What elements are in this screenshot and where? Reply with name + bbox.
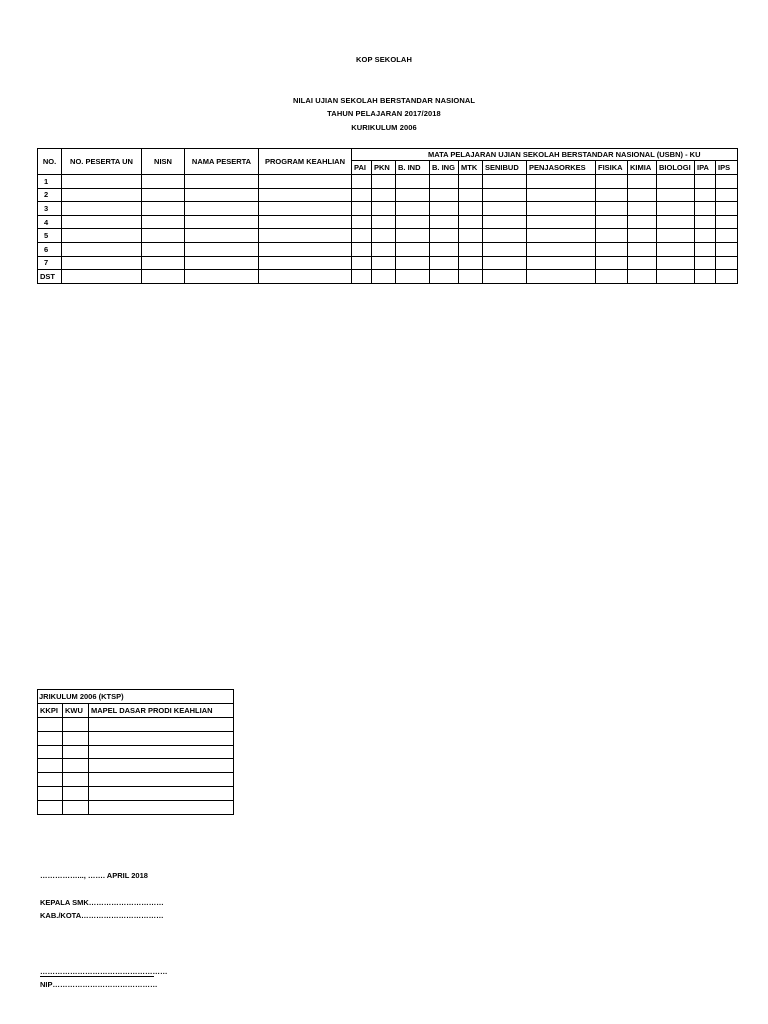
table-cell (628, 188, 657, 202)
table-cell (657, 270, 695, 284)
table-cell (527, 270, 596, 284)
table-cell (596, 270, 628, 284)
table-cell (259, 256, 352, 270)
table-cell (352, 229, 372, 243)
table-cell (527, 256, 596, 270)
table-cell (185, 256, 259, 270)
table-cell (62, 242, 142, 256)
table-cell (527, 215, 596, 229)
table-cell (63, 718, 89, 732)
table-cell (396, 215, 430, 229)
table-cell (716, 256, 738, 270)
subject-header: KIMIA (628, 161, 657, 175)
table-cell (38, 773, 63, 787)
table-row (38, 242, 738, 256)
table-cell (483, 175, 527, 189)
table-cell (259, 270, 352, 284)
table-cell (372, 270, 396, 284)
table-row (38, 786, 234, 800)
table-cell (628, 242, 657, 256)
table-cell (483, 256, 527, 270)
ktsp-title: JRIKULUM 2006 (KTSP) (38, 690, 234, 704)
table-cell (142, 202, 185, 216)
table-row (38, 745, 234, 759)
table-cell (372, 175, 396, 189)
table-cell (63, 773, 89, 787)
table-cell (185, 175, 259, 189)
row-number: 5 (38, 229, 62, 243)
table-cell (657, 202, 695, 216)
header-mapel-dasar: MAPEL DASAR PRODI KEAHLIAN (89, 704, 234, 718)
table-cell (38, 786, 63, 800)
table-cell (62, 188, 142, 202)
table-cell (63, 786, 89, 800)
table-cell (396, 202, 430, 216)
table-cell (483, 242, 527, 256)
table-cell (259, 175, 352, 189)
table-cell (142, 270, 185, 284)
table-cell (185, 242, 259, 256)
subject-header: MTK (459, 161, 483, 175)
table-cell (352, 242, 372, 256)
table-cell (38, 745, 63, 759)
scores-table (37, 148, 738, 284)
table-cell (142, 229, 185, 243)
table-cell (372, 202, 396, 216)
table-cell (716, 270, 738, 284)
subject-header: PENJASORKES (527, 161, 596, 175)
nip: NIP…………………………………… (40, 980, 158, 989)
subject-header: B. IND (396, 161, 430, 175)
table-cell (89, 800, 234, 814)
table-cell (89, 745, 234, 759)
document-curriculum: KURIKULUM 2006 (351, 123, 417, 132)
table-cell (628, 175, 657, 189)
table-cell (628, 202, 657, 216)
table-cell (372, 256, 396, 270)
table-cell (596, 215, 628, 229)
table-cell (352, 202, 372, 216)
table-cell (459, 242, 483, 256)
table-cell (596, 175, 628, 189)
table-cell (352, 175, 372, 189)
header-no: NO. (38, 149, 62, 175)
table-cell (62, 202, 142, 216)
table-cell (142, 175, 185, 189)
table-cell (527, 242, 596, 256)
table-cell (430, 256, 459, 270)
subject-header: SENIBUD (483, 161, 527, 175)
table-cell (38, 759, 63, 773)
table-cell (716, 229, 738, 243)
table-cell (483, 188, 527, 202)
table-cell (62, 175, 142, 189)
table-cell (459, 215, 483, 229)
table-cell (396, 229, 430, 243)
table-cell (459, 256, 483, 270)
row-number: 3 (38, 202, 62, 216)
table-cell (527, 188, 596, 202)
table-cell (716, 188, 738, 202)
table-cell (483, 229, 527, 243)
table-cell (259, 202, 352, 216)
table-cell (483, 202, 527, 216)
table-cell (259, 188, 352, 202)
header-kwu: KWU (63, 704, 89, 718)
subject-header: PKN (372, 161, 396, 175)
table-cell (657, 175, 695, 189)
table-row (38, 759, 234, 773)
table-cell (89, 718, 234, 732)
subject-header: PAI (352, 161, 372, 175)
table-cell (396, 242, 430, 256)
table-cell (596, 188, 628, 202)
table-cell (62, 215, 142, 229)
header-nisn: NISN (142, 149, 185, 175)
table-cell (185, 202, 259, 216)
subject-header: IPA (695, 161, 716, 175)
table-cell (459, 202, 483, 216)
table-cell (142, 188, 185, 202)
table-cell (352, 215, 372, 229)
table-cell (62, 256, 142, 270)
table-cell (142, 242, 185, 256)
table-cell (62, 229, 142, 243)
table-cell (459, 270, 483, 284)
table-cell (716, 242, 738, 256)
table-row (38, 773, 234, 787)
table-cell (459, 175, 483, 189)
row-number: 6 (38, 242, 62, 256)
table-cell (430, 215, 459, 229)
table-cell (628, 270, 657, 284)
subject-header: IPS (716, 161, 738, 175)
table-cell (657, 242, 695, 256)
table-cell (596, 256, 628, 270)
table-cell (259, 229, 352, 243)
table-cell (628, 256, 657, 270)
table-cell (657, 256, 695, 270)
table-cell (716, 215, 738, 229)
kab-kota: KAB./KOTA…………………………… (40, 911, 164, 920)
table-row (38, 718, 234, 732)
table-cell (259, 215, 352, 229)
table-row (38, 800, 234, 814)
table-cell (63, 759, 89, 773)
table-cell (695, 202, 716, 216)
table-row (38, 215, 738, 229)
table-cell (259, 242, 352, 256)
subject-header: B. ING (430, 161, 459, 175)
table-cell (430, 229, 459, 243)
table-cell (38, 731, 63, 745)
table-cell (527, 175, 596, 189)
table-cell (596, 202, 628, 216)
table-cell (89, 759, 234, 773)
table-cell (89, 731, 234, 745)
date-line: ……………..., ……. APRIL 2018 (40, 871, 148, 880)
row-number: DST (38, 270, 62, 284)
table-cell (63, 745, 89, 759)
table-cell (657, 229, 695, 243)
table-cell (430, 175, 459, 189)
table-cell (695, 270, 716, 284)
table-cell (596, 242, 628, 256)
table-cell (657, 215, 695, 229)
header-peserta-un: NO. PESERTA UN (62, 149, 142, 175)
table-cell (695, 256, 716, 270)
table-cell (628, 215, 657, 229)
table-cell (459, 229, 483, 243)
table-cell (352, 270, 372, 284)
table-cell (695, 242, 716, 256)
table-cell (89, 786, 234, 800)
table-cell (430, 270, 459, 284)
table-cell (716, 202, 738, 216)
table-row (38, 731, 234, 745)
table-cell (142, 215, 185, 229)
row-number: 2 (38, 188, 62, 202)
table-cell (63, 731, 89, 745)
table-cell (695, 175, 716, 189)
table-cell (695, 229, 716, 243)
subject-header: FISIKA (596, 161, 628, 175)
header-kkpi: KKPI (38, 704, 63, 718)
table-cell (38, 718, 63, 732)
signature-name-line: …………………………………………… (40, 967, 168, 976)
table-row (38, 256, 738, 270)
table-cell (459, 188, 483, 202)
table-cell (185, 229, 259, 243)
signature-underline (40, 976, 154, 977)
document-title: NILAI UJIAN SEKOLAH BERSTANDAR NASIONAL (292, 96, 476, 105)
table-cell (396, 188, 430, 202)
row-number: 7 (38, 256, 62, 270)
subject-header: BIOLOGI (657, 161, 695, 175)
table-cell (185, 188, 259, 202)
header-mata-pelajaran: MATA PELAJARAN UJIAN SEKOLAH BERSTANDAR NASIONAL (USBN) - KU (352, 149, 738, 161)
kepala-smk: KEPALA SMK………………………… (40, 898, 164, 907)
table-cell (430, 202, 459, 216)
table-cell (396, 270, 430, 284)
table-cell (185, 215, 259, 229)
table-cell (38, 800, 63, 814)
header-nama-peserta: NAMA PESERTA (185, 149, 259, 175)
row-number: 4 (38, 215, 62, 229)
table-cell (62, 270, 142, 284)
ktsp-table (37, 689, 234, 815)
table-cell (372, 229, 396, 243)
table-cell (527, 229, 596, 243)
table-row (38, 202, 738, 216)
table-cell (695, 215, 716, 229)
table-cell (352, 188, 372, 202)
table-cell (695, 188, 716, 202)
table-cell (716, 175, 738, 189)
table-row (38, 229, 738, 243)
table-cell (89, 773, 234, 787)
table-cell (628, 229, 657, 243)
header-program-keahlian: PROGRAM KEAHLIAN (259, 149, 352, 175)
table-cell (352, 256, 372, 270)
table-cell (483, 270, 527, 284)
table-cell (142, 256, 185, 270)
table-cell (372, 188, 396, 202)
table-cell (430, 188, 459, 202)
table-cell (596, 229, 628, 243)
table-cell (483, 215, 527, 229)
table-row (38, 270, 738, 284)
table-row (38, 188, 738, 202)
table-cell (527, 202, 596, 216)
table-cell (396, 175, 430, 189)
table-cell (185, 270, 259, 284)
table-cell (657, 188, 695, 202)
table-cell (372, 215, 396, 229)
table-row (38, 175, 738, 189)
table-cell (430, 242, 459, 256)
table-cell (63, 800, 89, 814)
kop-sekolah: KOP SEKOLAH (356, 55, 412, 64)
document-year: TAHUN PELAJARAN 2017/2018 (327, 109, 441, 118)
table-cell (396, 256, 430, 270)
row-number: 1 (38, 175, 62, 189)
table-cell (372, 242, 396, 256)
